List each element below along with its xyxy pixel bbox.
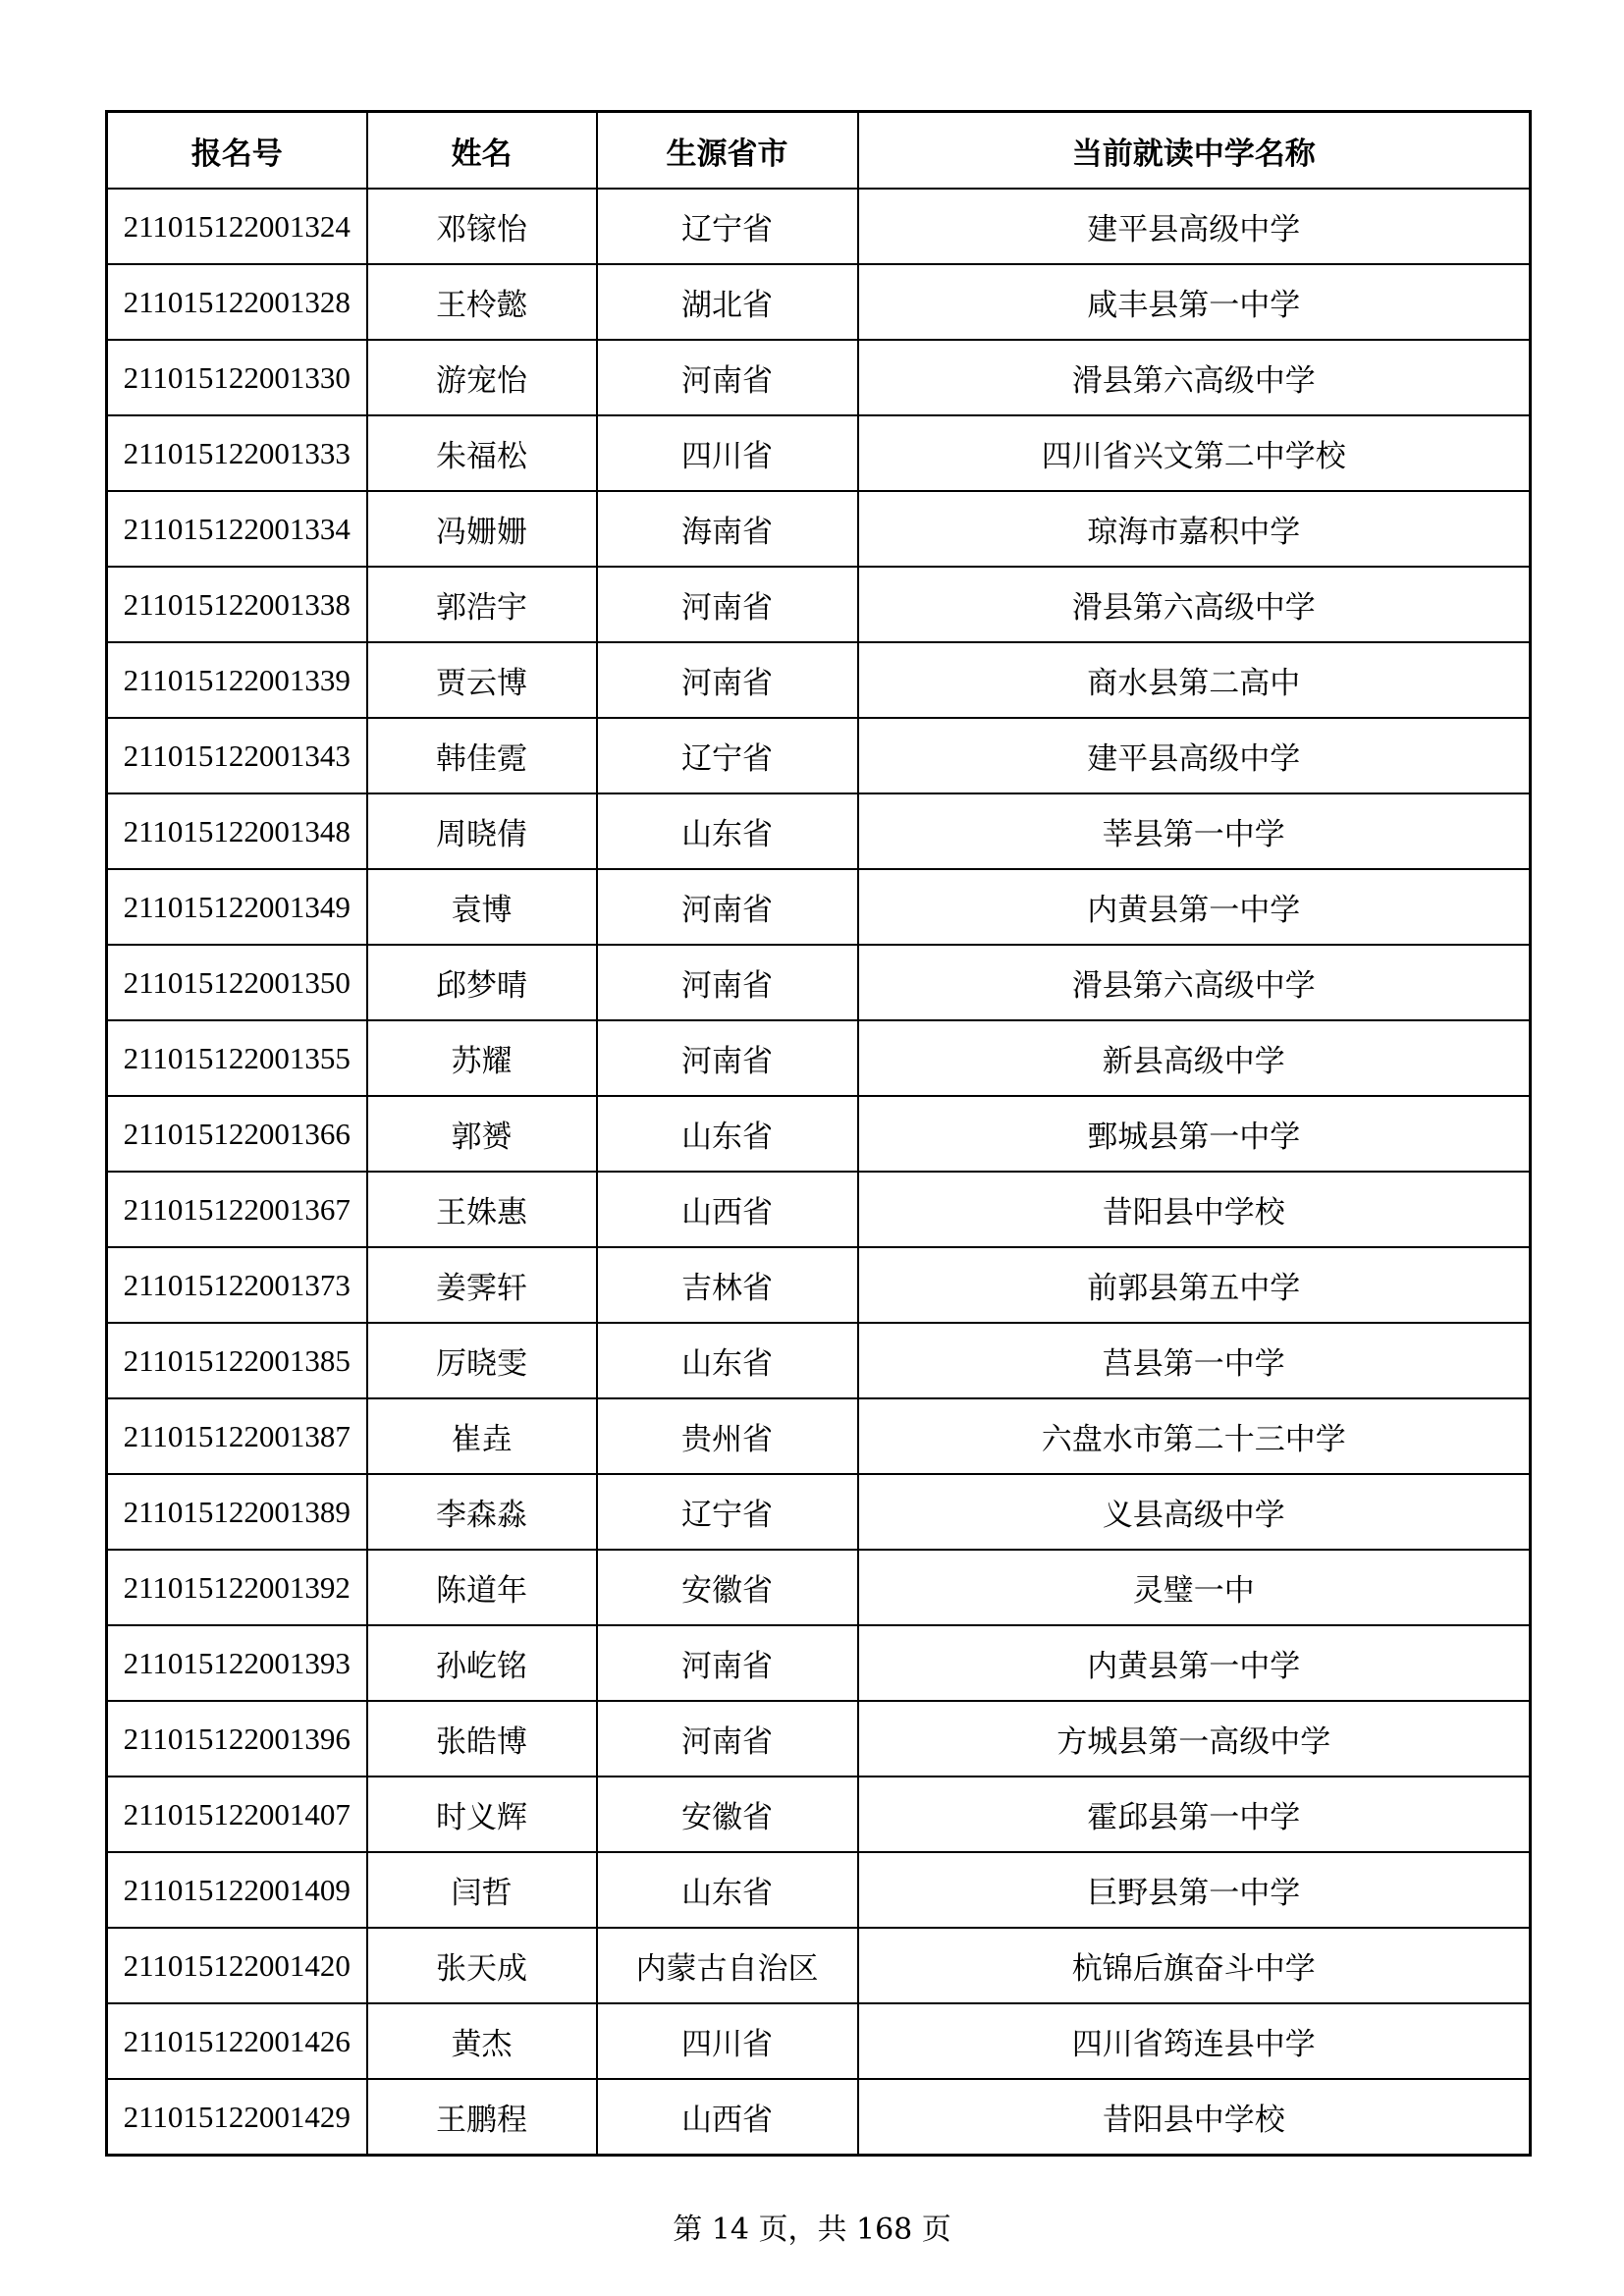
table-row: [107, 491, 1531, 567]
province-cell: 吉林省: [597, 1247, 858, 1323]
table-row: [107, 1247, 1531, 1323]
table-row: [107, 340, 1531, 415]
table-row: [107, 1625, 1531, 1701]
table-row: [107, 1701, 1531, 1777]
school-name-cell: 内黄县第一中学: [858, 869, 1531, 945]
registration-number-cell: 211015122001348: [107, 793, 367, 869]
registration-number-cell: 211015122001334: [107, 491, 367, 567]
student-name-cell: 王姝惠: [367, 1172, 597, 1247]
school-name-cell: 四川省兴文第二中学校: [858, 415, 1531, 491]
table-row: [107, 1398, 1531, 1474]
registration-number-cell: 211015122001330: [107, 340, 367, 415]
table-row: [107, 189, 1531, 264]
student-name-cell: 冯姗姗: [367, 491, 597, 567]
student-name-cell: 游宠怡: [367, 340, 597, 415]
school-name-cell: 新县高级中学: [858, 1020, 1531, 1096]
student-name-cell: 邓镓怡: [367, 189, 597, 264]
province-cell: 河南省: [597, 1701, 858, 1777]
header-school-name: 当前就读中学名称: [858, 112, 1531, 190]
province-cell: 河南省: [597, 1625, 858, 1701]
school-name-cell: 建平县高级中学: [858, 189, 1531, 264]
student-list-table-wrapper: [105, 110, 1529, 2157]
student-name-cell: 张天成: [367, 1928, 597, 2003]
student-name-cell: 邱梦晴: [367, 945, 597, 1020]
table-row: [107, 1323, 1531, 1398]
registration-number-cell: 211015122001366: [107, 1096, 367, 1172]
header-name: 姓名: [367, 112, 597, 190]
province-cell: 河南省: [597, 642, 858, 718]
table-row: [107, 1928, 1531, 2003]
registration-number-cell: 211015122001420: [107, 1928, 367, 2003]
student-name-cell: 厉晓雯: [367, 1323, 597, 1398]
header-registration-number: 报名号: [107, 112, 367, 190]
province-cell: 河南省: [597, 567, 858, 642]
student-name-cell: 郭赟: [367, 1096, 597, 1172]
header-province: 生源省市: [597, 112, 858, 190]
registration-number-cell: 211015122001409: [107, 1852, 367, 1928]
student-name-cell: 朱福松: [367, 415, 597, 491]
province-cell: 河南省: [597, 869, 858, 945]
province-cell: 贵州省: [597, 1398, 858, 1474]
table-header: [107, 112, 1531, 190]
table-row: [107, 642, 1531, 718]
province-cell: 内蒙古自治区: [597, 1928, 858, 2003]
table-row: [107, 869, 1531, 945]
registration-number-cell: 211015122001393: [107, 1625, 367, 1701]
province-cell: 山西省: [597, 2079, 858, 2156]
student-name-cell: 苏耀: [367, 1020, 597, 1096]
school-name-cell: 昔阳县中学校: [858, 1172, 1531, 1247]
table-row: [107, 2003, 1531, 2079]
page-footer: 第 14 页，共 168 页: [673, 2213, 951, 2247]
student-name-cell: 黄杰: [367, 2003, 597, 2079]
table-row: [107, 793, 1531, 869]
registration-number-cell: 211015122001328: [107, 264, 367, 340]
registration-number-cell: 211015122001385: [107, 1323, 367, 1398]
school-name-cell: 鄄城县第一中学: [858, 1096, 1531, 1172]
registration-number-cell: 211015122001324: [107, 189, 367, 264]
school-name-cell: 建平县高级中学: [858, 718, 1531, 793]
registration-number-cell: 211015122001338: [107, 567, 367, 642]
table-row: [107, 1020, 1531, 1096]
school-name-cell: 莒县第一中学: [858, 1323, 1531, 1398]
province-cell: 山东省: [597, 793, 858, 869]
province-cell: 安徽省: [597, 1550, 858, 1625]
registration-number-cell: 211015122001429: [107, 2079, 367, 2156]
table-row: [107, 718, 1531, 793]
school-name-cell: 滑县第六高级中学: [858, 945, 1531, 1020]
registration-number-cell: 211015122001373: [107, 1247, 367, 1323]
registration-number-cell: 211015122001355: [107, 1020, 367, 1096]
registration-number-cell: 211015122001389: [107, 1474, 367, 1550]
province-cell: 辽宁省: [597, 718, 858, 793]
province-cell: 山东省: [597, 1323, 858, 1398]
registration-number-cell: 211015122001426: [107, 2003, 367, 2079]
province-cell: 海南省: [597, 491, 858, 567]
province-cell: 山东省: [597, 1852, 858, 1928]
registration-number-cell: 211015122001387: [107, 1398, 367, 1474]
province-cell: 四川省: [597, 415, 858, 491]
table-body: [107, 189, 1531, 2156]
registration-number-cell: 211015122001350: [107, 945, 367, 1020]
student-name-cell: 闫哲: [367, 1852, 597, 1928]
province-cell: 河南省: [597, 1020, 858, 1096]
registration-number-cell: 211015122001392: [107, 1550, 367, 1625]
school-name-cell: 霍邱县第一中学: [858, 1777, 1531, 1852]
registration-number-cell: 211015122001396: [107, 1701, 367, 1777]
table-row: [107, 1777, 1531, 1852]
table-row: [107, 1852, 1531, 1928]
registration-number-cell: 211015122001349: [107, 869, 367, 945]
school-name-cell: 商水县第二高中: [858, 642, 1531, 718]
school-name-cell: 前郭县第五中学: [858, 1247, 1531, 1323]
school-name-cell: 昔阳县中学校: [858, 2079, 1531, 2156]
table-row: [107, 1096, 1531, 1172]
school-name-cell: 滑县第六高级中学: [858, 340, 1531, 415]
province-cell: 安徽省: [597, 1777, 858, 1852]
student-list-table: [105, 110, 1532, 2157]
table-row: [107, 1172, 1531, 1247]
school-name-cell: 莘县第一中学: [858, 793, 1531, 869]
student-name-cell: 张皓博: [367, 1701, 597, 1777]
student-name-cell: 时义辉: [367, 1777, 597, 1852]
student-name-cell: 郭浩宇: [367, 567, 597, 642]
school-name-cell: 滑县第六高级中学: [858, 567, 1531, 642]
student-name-cell: 王鹏程: [367, 2079, 597, 2156]
province-cell: 山东省: [597, 1096, 858, 1172]
registration-number-cell: 211015122001333: [107, 415, 367, 491]
header-row: [107, 112, 1531, 190]
school-name-cell: 内黄县第一中学: [858, 1625, 1531, 1701]
student-name-cell: 陈道年: [367, 1550, 597, 1625]
student-name-cell: 王柃懿: [367, 264, 597, 340]
student-name-cell: 周晓倩: [367, 793, 597, 869]
province-cell: 四川省: [597, 2003, 858, 2079]
province-cell: 湖北省: [597, 264, 858, 340]
school-name-cell: 六盘水市第二十三中学: [858, 1398, 1531, 1474]
student-name-cell: 贾云博: [367, 642, 597, 718]
table-row: [107, 415, 1531, 491]
school-name-cell: 四川省筠连县中学: [858, 2003, 1531, 2079]
school-name-cell: 义县高级中学: [858, 1474, 1531, 1550]
table-row: [107, 567, 1531, 642]
school-name-cell: 杭锦后旗奋斗中学: [858, 1928, 1531, 2003]
table-row: [107, 2079, 1531, 2156]
province-cell: 河南省: [597, 945, 858, 1020]
school-name-cell: 方城县第一高级中学: [858, 1701, 1531, 1777]
table-row: [107, 1550, 1531, 1625]
table-row: [107, 264, 1531, 340]
student-name-cell: 韩佳霓: [367, 718, 597, 793]
school-name-cell: 琼海市嘉积中学: [858, 491, 1531, 567]
registration-number-cell: 211015122001339: [107, 642, 367, 718]
student-name-cell: 姜霁轩: [367, 1247, 597, 1323]
province-cell: 辽宁省: [597, 189, 858, 264]
student-name-cell: 袁博: [367, 869, 597, 945]
registration-number-cell: 211015122001367: [107, 1172, 367, 1247]
student-name-cell: 崔垚: [367, 1398, 597, 1474]
province-cell: 辽宁省: [597, 1474, 858, 1550]
school-name-cell: 巨野县第一中学: [858, 1852, 1531, 1928]
registration-number-cell: 211015122001343: [107, 718, 367, 793]
registration-number-cell: 211015122001407: [107, 1777, 367, 1852]
table-row: [107, 1474, 1531, 1550]
student-name-cell: 孙屹铭: [367, 1625, 597, 1701]
school-name-cell: 咸丰县第一中学: [858, 264, 1531, 340]
table-row: [107, 945, 1531, 1020]
province-cell: 河南省: [597, 340, 858, 415]
province-cell: 山西省: [597, 1172, 858, 1247]
student-name-cell: 李森淼: [367, 1474, 597, 1550]
school-name-cell: 灵璧一中: [858, 1550, 1531, 1625]
